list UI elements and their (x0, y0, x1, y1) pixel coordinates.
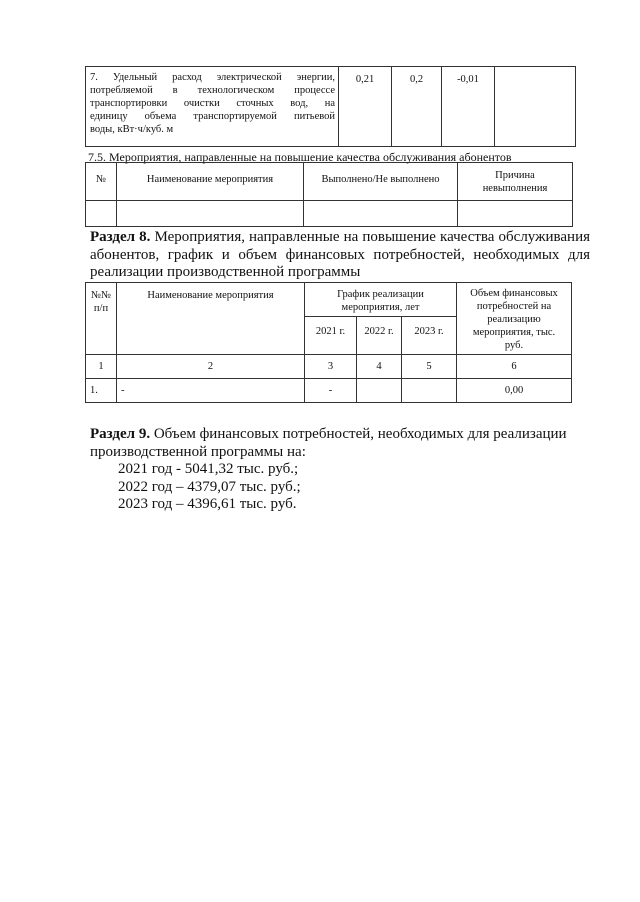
indicator-description-cell (86, 67, 339, 147)
col-name-header: Наименование мероприятия (117, 283, 305, 355)
col-finance-header (457, 283, 572, 355)
section-9-item-2021: 2021 год - 5041,32 тыс. руб.; (118, 461, 299, 477)
section-7-5-title: 7.5. Мероприятия, направленные на повышение качества обслуживания абонентов (88, 150, 512, 164)
indicator-table (85, 66, 576, 147)
section-9-heading-line-2: производственной программы на: (90, 443, 306, 460)
section-8-table (85, 282, 572, 403)
year-2021-header: 2021 г. (305, 317, 357, 355)
col-index-5: 5 (402, 355, 457, 379)
col-index-2: 2 (117, 355, 305, 379)
row-name: - (117, 379, 305, 403)
col-reason-header (458, 163, 573, 201)
col-number-header: № (86, 163, 117, 201)
indicator-line-3: транспортировки очистки сточных вод, на (90, 98, 335, 109)
empty-cell (304, 201, 458, 227)
indicator-value-3: -0,01 (442, 67, 495, 147)
col-num-line-2: п/п (93, 303, 109, 314)
col-index-4: 4 (357, 355, 402, 379)
col-num-header (86, 283, 117, 355)
section-8-heading-line-3: реализации производственной программы (90, 264, 361, 280)
indicator-value-2: 0,2 (392, 67, 442, 147)
year-2023-header: 2023 г. (402, 317, 457, 355)
row-finance: 0,00 (457, 379, 572, 403)
row-2022 (357, 379, 402, 403)
col-name-header: Наименование мероприятия (117, 163, 304, 201)
section-9-item-2023: 2023 год – 4396,61 тыс. руб. (118, 496, 297, 512)
col-index-6: 6 (457, 355, 572, 379)
section-8-heading (90, 229, 590, 282)
year-2022-header: 2022 г. (357, 317, 402, 355)
row-num: 1. (86, 379, 117, 403)
empty-cell (86, 201, 117, 227)
col-index-1: 1 (86, 355, 117, 379)
section-9 (90, 426, 590, 514)
section-8-heading-line-1 (90, 229, 590, 247)
indicator-line-1: 7. Удельный расход электрической энергии, (90, 72, 335, 83)
col-num-line-1: №№ (90, 290, 112, 301)
section-8-heading-text-1: Мероприятия, направленные на повышение качества обслуживания (154, 229, 590, 245)
section-8-heading-line-2: абонентов, график и объем финансовых потребностей, необходимых для (90, 246, 590, 263)
finance-line-5: руб. (504, 340, 524, 351)
reason-header-line-2: невыполнения (482, 183, 548, 194)
section-9-label: Раздел 9. (90, 426, 151, 442)
empty-cell (117, 201, 304, 227)
section-7-5-table (85, 162, 573, 227)
col-index-3: 3 (305, 355, 357, 379)
schedule-line-1: График реализации (337, 289, 424, 300)
indicator-line-5: воды, кВт·ч/куб. м (90, 124, 174, 135)
finance-line-2: потребностей на (476, 301, 552, 312)
row-2023 (402, 379, 457, 403)
table-row (86, 379, 572, 403)
row-2021: - (305, 379, 357, 403)
section-9-heading-line-1 (90, 426, 590, 444)
reason-header-line-1: Причина (495, 170, 535, 181)
section-9-item-2022: 2022 год – 4379,07 тыс. руб.; (118, 478, 301, 495)
indicator-value-1: 0,21 (339, 67, 392, 147)
indicator-value-4 (495, 67, 576, 147)
indicator-line-2: потребляемой в технологическом процессе (90, 85, 335, 96)
finance-line-3: реализацию (487, 314, 541, 325)
section-9-heading-text-1: Объем финансовых потребностей, необходимых для реализации (153, 426, 567, 442)
section-8-label: Раздел 8. (90, 229, 151, 245)
indicator-line-4: единицу объема транспортируемой питьевой (90, 111, 335, 122)
col-done-header: Выполнено/Не выполнено (304, 163, 458, 201)
schedule-line-2: мероприятия, лет (341, 302, 420, 313)
finance-line-1: Объем финансовых (470, 288, 558, 299)
finance-line-4: мероприятия, тыс. (472, 327, 556, 338)
empty-cell (458, 201, 573, 227)
col-schedule-header (305, 283, 457, 317)
